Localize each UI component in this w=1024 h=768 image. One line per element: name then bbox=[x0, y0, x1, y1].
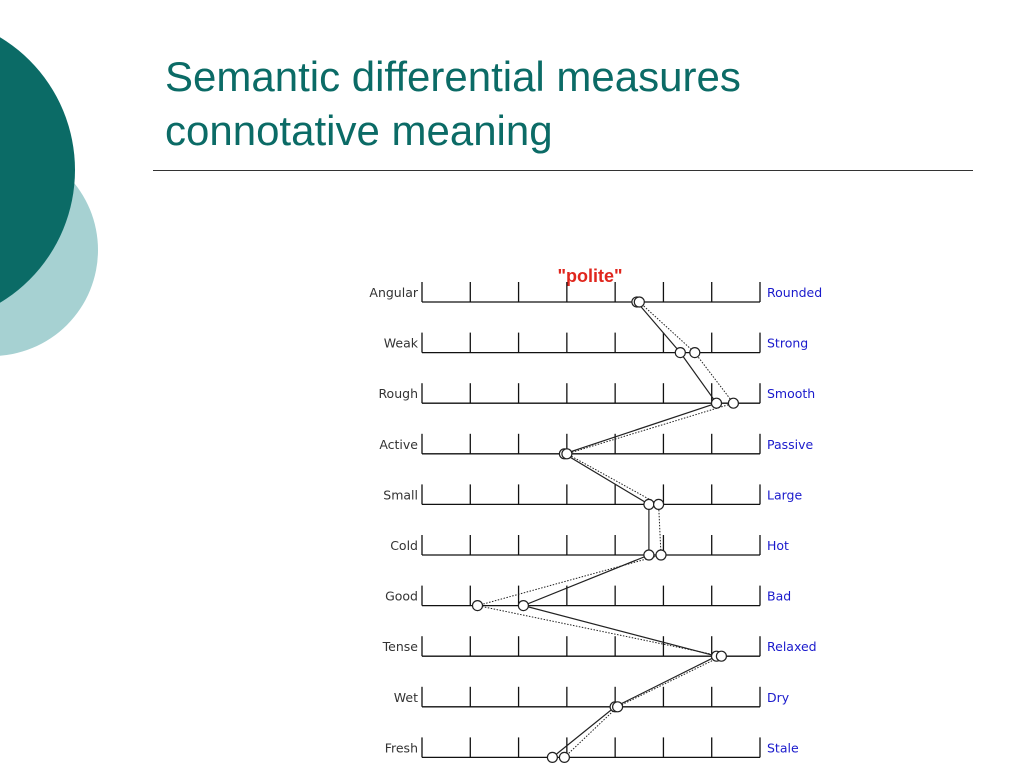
rating-marker bbox=[728, 398, 738, 408]
scale-row bbox=[385, 586, 791, 606]
profile-line-dotted bbox=[478, 302, 734, 757]
rating-marker bbox=[613, 702, 623, 712]
scale-right-label: Smooth bbox=[767, 386, 816, 402]
scale-left-label: Rough bbox=[378, 386, 418, 402]
rating-marker bbox=[518, 601, 528, 611]
rating-marker bbox=[690, 348, 700, 358]
scale-left-label: Tense bbox=[382, 639, 418, 655]
scale-row bbox=[382, 636, 817, 656]
scales bbox=[369, 282, 822, 757]
profile-line-solid bbox=[523, 302, 716, 757]
scale-left-label: Cold bbox=[390, 538, 418, 553]
rating-marker bbox=[675, 348, 685, 358]
scale-row bbox=[394, 687, 790, 707]
rating-markers bbox=[473, 297, 739, 762]
scale-right-label: Large bbox=[767, 487, 803, 503]
scale-left-label: Angular bbox=[369, 285, 418, 300]
title-line-2: connotative meaning bbox=[165, 107, 553, 154]
title-line-1: Semantic differential measures bbox=[165, 53, 741, 100]
scale-row bbox=[384, 333, 808, 353]
target-word-label: "polite" bbox=[557, 266, 623, 286]
rating-marker bbox=[656, 550, 666, 560]
rating-marker bbox=[559, 752, 569, 762]
scale-row bbox=[378, 383, 815, 403]
rating-marker bbox=[654, 499, 664, 509]
rating-marker bbox=[644, 550, 654, 560]
scale-left-label: Small bbox=[383, 487, 418, 503]
scale-left-label: Weak bbox=[383, 335, 418, 351]
rating-marker bbox=[473, 601, 483, 611]
scale-row bbox=[379, 434, 813, 454]
scale-row bbox=[390, 535, 789, 555]
scale-right-label: Hot bbox=[767, 538, 789, 553]
scale-right-label: Bad bbox=[767, 588, 792, 604]
scale-right-label: Relaxed bbox=[767, 639, 817, 655]
scale-right-label: Passive bbox=[767, 436, 814, 452]
scale-right-label: Dry bbox=[767, 689, 790, 705]
rating-marker bbox=[712, 398, 722, 408]
scale-right-label: Stale bbox=[767, 740, 799, 756]
scale-left-label: Fresh bbox=[384, 740, 418, 756]
scale-left-label: Active bbox=[379, 436, 418, 452]
scale-right-label: Rounded bbox=[767, 285, 823, 300]
rating-marker bbox=[644, 499, 654, 509]
rating-marker bbox=[562, 449, 572, 459]
scale-left-label: Good bbox=[385, 588, 418, 604]
rating-marker bbox=[634, 297, 644, 307]
rating-marker bbox=[547, 752, 557, 762]
rating-marker bbox=[716, 651, 726, 661]
scale-row bbox=[383, 484, 802, 504]
scale-left-label: Wet bbox=[393, 689, 418, 705]
profile-lines bbox=[478, 302, 734, 757]
scale-right-label: Strong bbox=[767, 335, 809, 351]
scale-row bbox=[385, 737, 799, 757]
